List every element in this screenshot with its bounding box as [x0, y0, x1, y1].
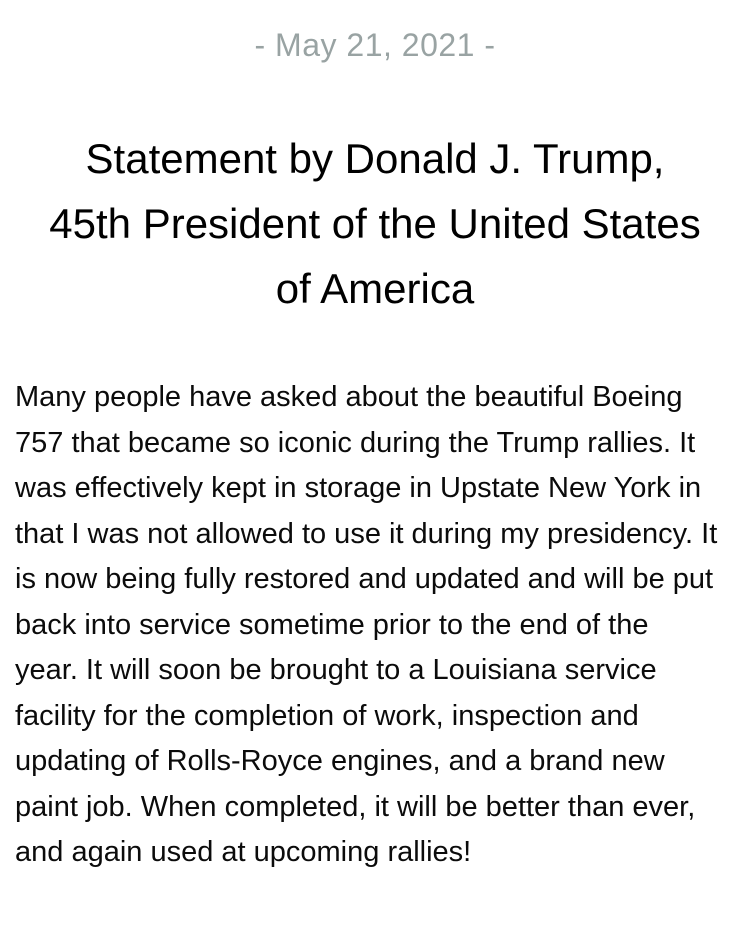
body-line: 757 that became so iconic during the Trump rallies. It: [15, 426, 696, 459]
body-line: facility for the completion of work, inspection and: [15, 699, 639, 732]
body-line: back into service sometime prior to the end of the: [15, 608, 649, 641]
body-line: Many people have asked about the beautiful Boeing: [15, 381, 683, 413]
body-line: paint job. When completed, it will be better than ever,: [15, 790, 696, 823]
body-line: was effectively kept in storage in Upstate New York in: [15, 472, 702, 504]
statement-title: [10, 126, 740, 321]
title-line-2: 45th President of the United States: [49, 200, 701, 247]
statement-body: [15, 375, 735, 876]
title-line-1: Statement by Donald J. Trump,: [85, 135, 665, 182]
body-line: updating of Rolls-Royce engines, and a brand new: [15, 745, 665, 777]
body-line: year. It will soon be brought to a Louisiana service: [15, 654, 657, 686]
title-line-3: of America: [275, 265, 475, 312]
statement-date: - May 21, 2021 -: [254, 27, 496, 63]
body-line: that I was not allowed to use it during my presidency. It: [15, 517, 718, 550]
body-line: is now being fully restored and updated and will be put: [15, 563, 714, 595]
body-line: and again used at upcoming rallies!: [15, 836, 472, 868]
